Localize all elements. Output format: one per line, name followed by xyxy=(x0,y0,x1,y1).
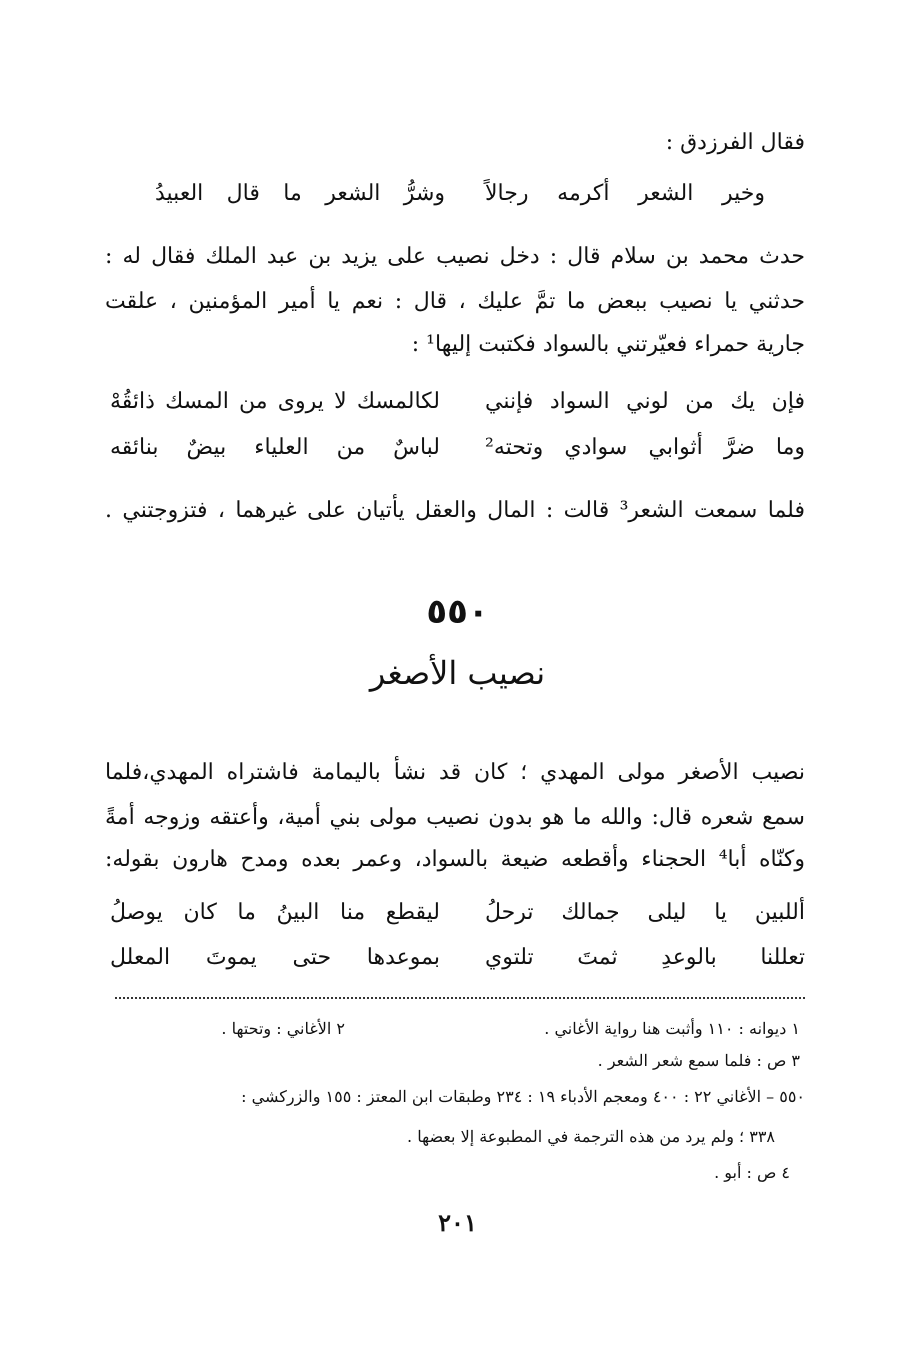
page-number: ٢٠١ xyxy=(438,1208,477,1237)
paragraph-line: سمع شعره قال: والله ما هو بدون نصيب مولى بني أمية، وأعتقه وزوجه أمةً xyxy=(105,805,805,830)
verse-hemistich-second: لباسٌ من العلياء بيضٌ بنائقه xyxy=(110,435,440,460)
footnote-550-line-2: ٣٣٨ ؛ ولم يرد من هذه الترجمة في المطبوعة إلا بعضها . xyxy=(407,1127,775,1146)
verse-line xyxy=(110,428,805,468)
verse-hemistich-first: فإن يك من لوني السواد فإنني xyxy=(485,389,805,414)
verse-hemistich-second: وشرُّ الشعر ما قال العبيدُ xyxy=(155,181,445,206)
footnote-4: ٤ ص : أبو . xyxy=(714,1163,790,1182)
verse-line xyxy=(110,893,805,933)
paragraph-line: جارية حمراء فعيّرتني بالسواد فكتبت إليها¹ : xyxy=(411,332,805,357)
verse-hemistich-first: أللبين يا ليلى جمالك ترحلُ xyxy=(485,900,805,925)
footnote-2: ٢ الأغاني : وتحتها . xyxy=(221,1019,345,1038)
verse-line xyxy=(110,382,805,422)
verse-hemistich-first: وما ضرَّ أثوابي سوادي وتحته² xyxy=(485,435,805,460)
footnote-divider xyxy=(115,997,805,999)
verse-couplet-1 xyxy=(155,174,765,214)
verse-hemistich-second: لكالمسك لا يروى من المسك ذائقُهْ xyxy=(110,389,440,414)
verse-hemistich-second: ليقطع منا البينُ ما كان يوصلُ xyxy=(110,900,440,925)
entry-title: نصيب الأصغر xyxy=(369,654,546,692)
verse-hemistich-second: بموعدها حتى يموتَ المعلل xyxy=(110,945,440,970)
entry-number: ٥٥٠ xyxy=(426,592,489,632)
paragraph-line: وكنّاه أبا⁴ الحجناء وأقطعه ضيعة بالسواد، وعمر بعده ومدح هارون بقوله: xyxy=(105,847,805,872)
paragraph-line: حدثني يا نصيب ببعض ما تمَّ عليك ، قال : نعم يا أمير المؤمنين ، علقت xyxy=(105,289,805,314)
footnote-550-line-1: ٥٥٠ – الأغاني ٢٢ : ٤٠٠ ومعجم الأدباء ١٩ : ٢٣٤ وطبقات ابن المعتز : ١٥٥ والزركشي : xyxy=(241,1087,805,1106)
paragraph-line: حدث محمد بن سلام قال : دخل نصيب على يزيد بن عبد الملك فقال له : xyxy=(105,244,805,269)
verse-hemistich-first: تعللنا بالوعدِ ثمتَ تلتوي xyxy=(485,945,805,970)
paragraph-line: نصيب الأصغر مولى المهدي ؛ كان قد نشأ باليمامة فاشتراه المهدي،فلما xyxy=(105,760,805,785)
verse-hemistich-first: وخير الشعر أكرمه رجالاً xyxy=(485,181,765,206)
closing-line: فلما سمعت الشعر³ قالت : المال والعقل يأتيان على غيرهما ، فتزوجتني . xyxy=(105,498,805,523)
intro-line: فقال الفرزدق : xyxy=(665,130,805,155)
verse-line xyxy=(110,938,805,978)
footnote-3: ٣ ص : فلما سمع شعر الشعر . xyxy=(597,1051,800,1070)
footnote-1: ١ ديوانه : ١١٠ وأثبت هنا رواية الأغاني . xyxy=(544,1019,800,1038)
